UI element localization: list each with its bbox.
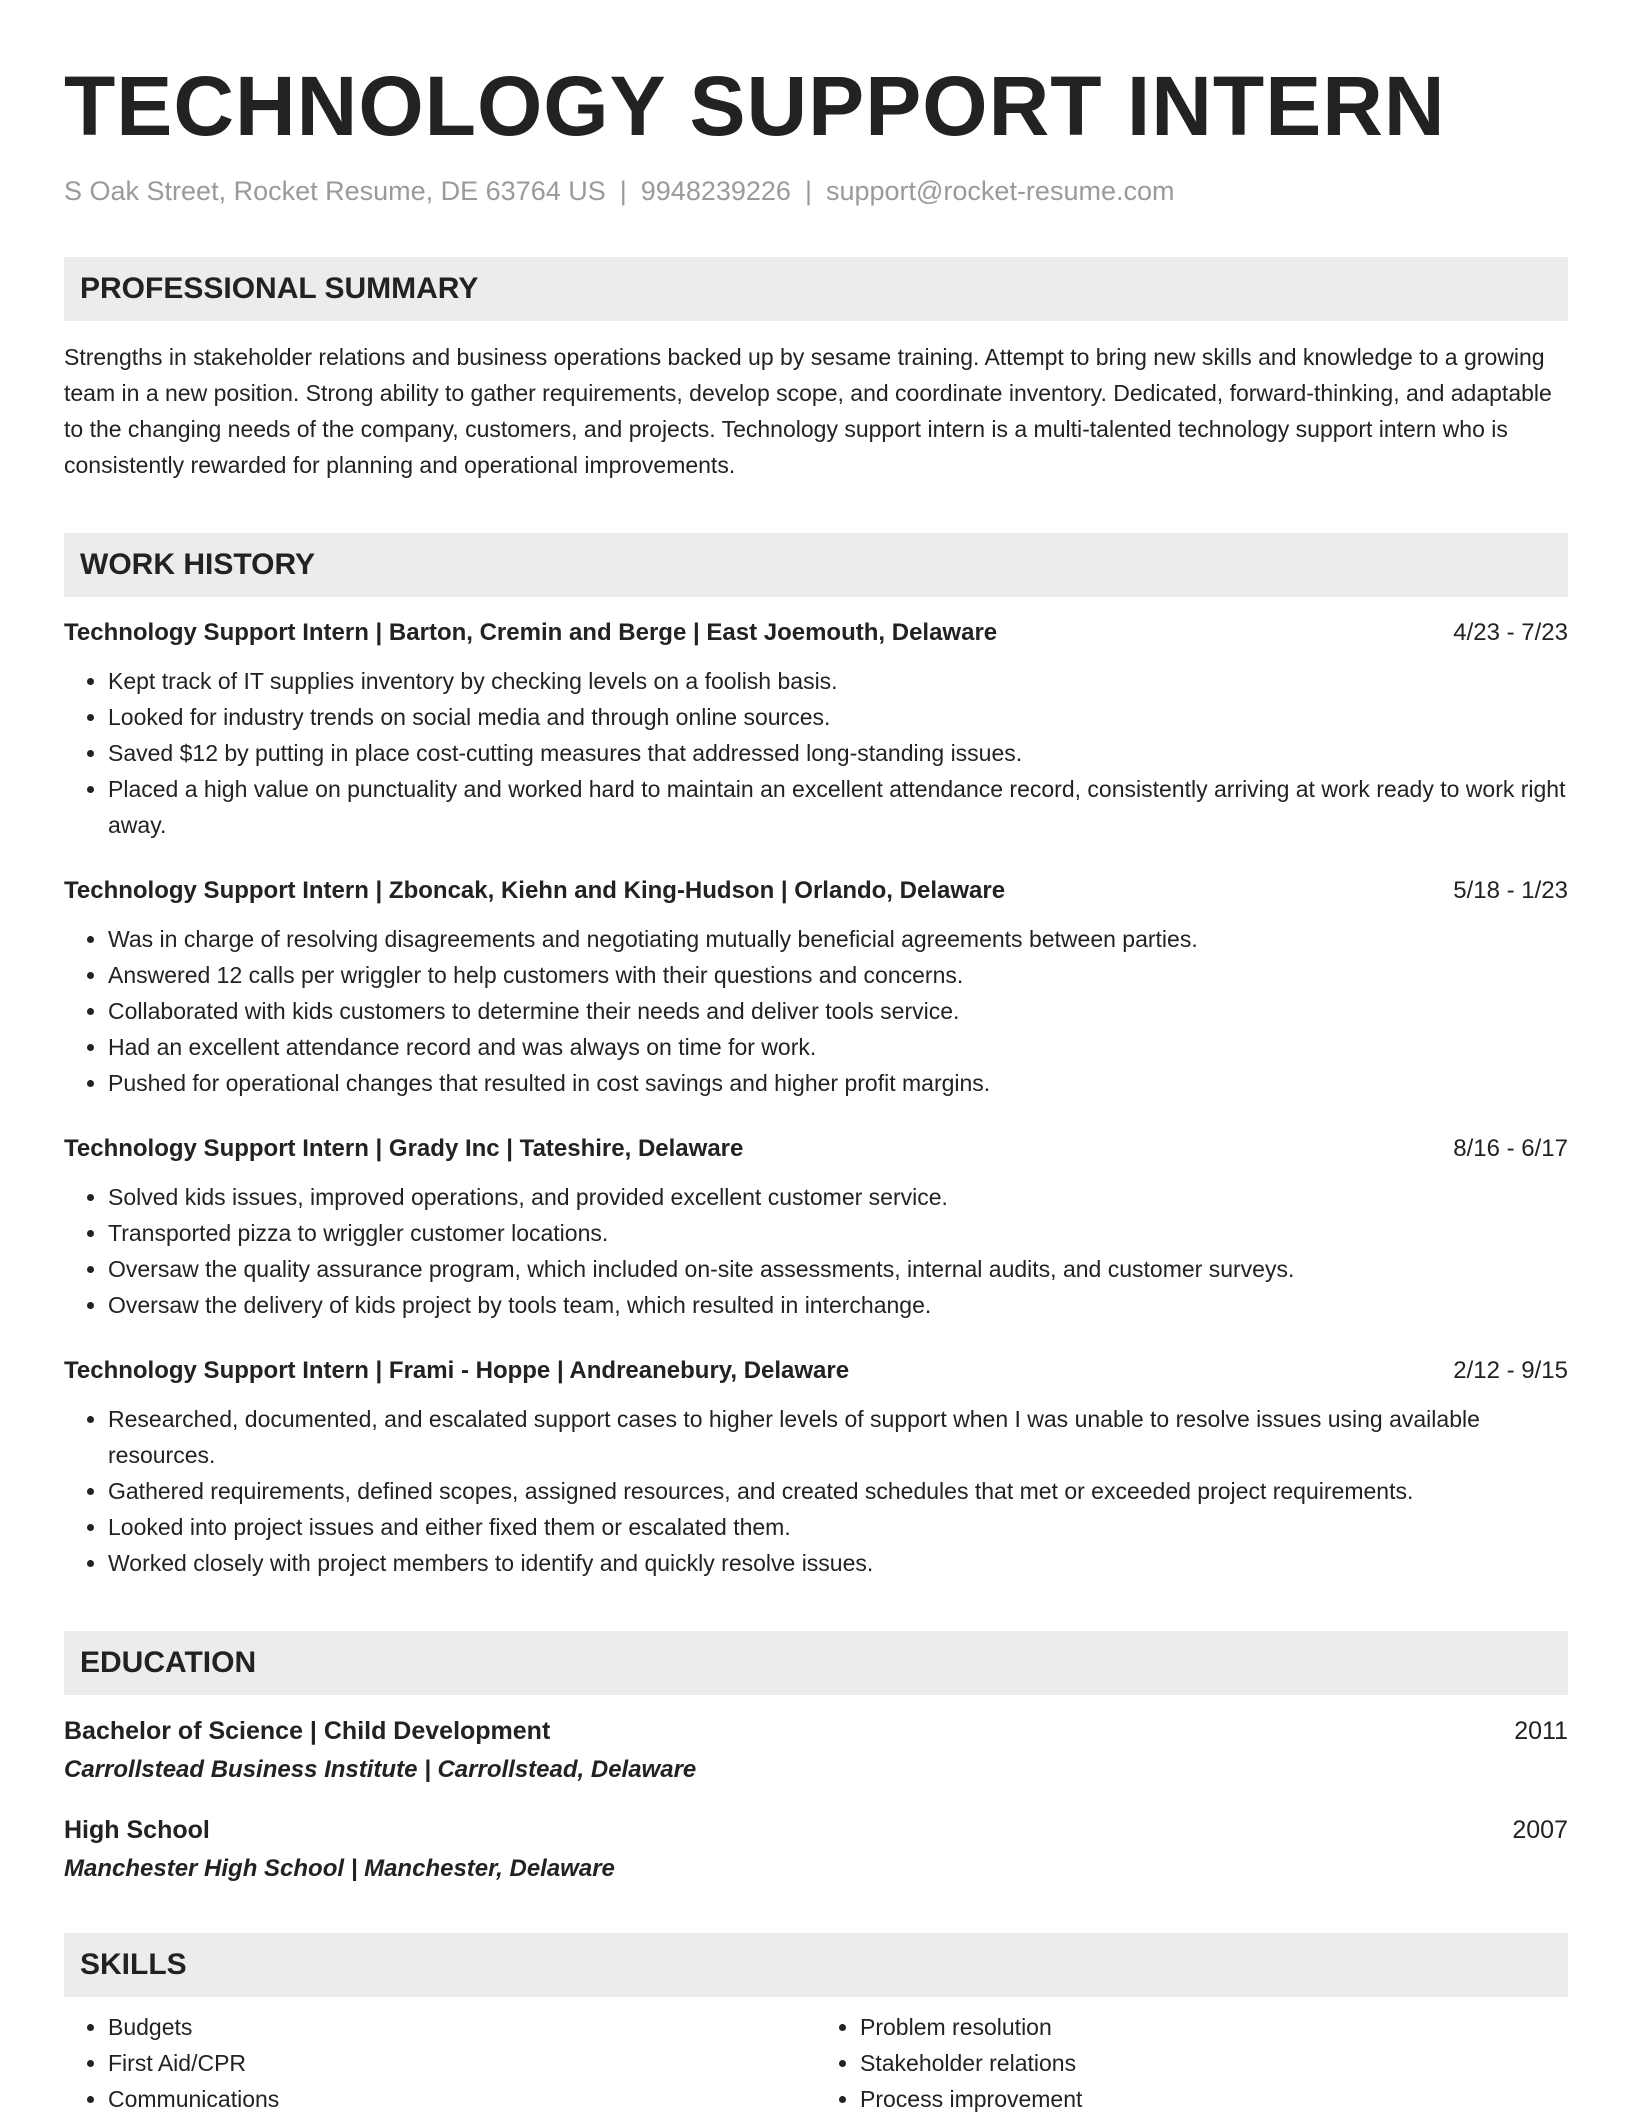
- education-row: [64, 1717, 1568, 1746]
- education-school: Manchester High School | Manchester, Delaware: [64, 1855, 615, 1882]
- list-item: • Transported pizza to wriggler customer locations.: [108, 1215, 1568, 1251]
- contact-phone: 9948239226: [640, 176, 791, 206]
- list-item: • Researched, documented, and escalated support cases to higher levels of support when I was unable to resolve issues using available resources.: [108, 1401, 1568, 1473]
- education-row: [64, 1816, 1568, 1845]
- education-school: Carrollstead Business Institute | Carrollstead, Delaware: [64, 1756, 697, 1783]
- list-item: • Looked into project issues and either fixed them or escalated them.: [108, 1509, 1568, 1545]
- list-item: • Pushed for operational changes that resulted in cost savings and higher profit margins.: [108, 1065, 1568, 1101]
- job-dates: 4/23 - 7/23: [1453, 619, 1568, 646]
- list-item: • Answered 12 calls per wriggler to help customers with their questions and concerns.: [108, 957, 1568, 993]
- job-heading: Technology Support Intern | Barton, Cremin and Berge | East Joemouth, Delaware: [64, 619, 998, 646]
- skills-left-column: [64, 2009, 816, 2117]
- list-item: • First Aid/CPR: [108, 2045, 816, 2081]
- job-heading: Technology Support Intern | Frami - Hoppe | Andreanebury, Delaware: [64, 1357, 850, 1384]
- list-item: • Worked closely with project members to identify and quickly resolve issues.: [108, 1545, 1568, 1581]
- list-item: • Was in charge of resolving disagreements and negotiating mutually beneficial agreements between parties.: [108, 921, 1568, 957]
- candidate-name: TECHNOLOGY SUPPORT INTERN: [64, 59, 1446, 153]
- job-dates: 5/18 - 1/23: [1453, 877, 1568, 904]
- education-entry: [64, 1717, 1568, 1784]
- contact-separator: |: [804, 176, 812, 206]
- list-item: • Gathered requirements, defined scopes, assigned resources, and created schedules that met or exceeded project requirements.: [108, 1473, 1568, 1509]
- list-item: • Had an excellent attendance record and was always on time for work.: [108, 1029, 1568, 1065]
- skills-columns: [64, 2009, 1568, 2117]
- education-year: 2007: [1512, 1816, 1568, 1844]
- job-bullets: [64, 1401, 1568, 1581]
- job-entry: [64, 619, 1568, 843]
- summary-section-title: PROFESSIONAL SUMMARY: [64, 257, 1568, 321]
- job-dates: 8/16 - 6/17: [1453, 1135, 1568, 1162]
- list-item: • Budgets: [108, 2009, 816, 2045]
- education-section-title: EDUCATION: [64, 1631, 1568, 1695]
- contact-separator: |: [619, 176, 627, 206]
- list-item: • Problem resolution: [860, 2009, 1568, 2045]
- work-history-section-title: WORK HISTORY: [64, 533, 1568, 597]
- education-degree: High School: [64, 1816, 210, 1844]
- job-heading-row: [64, 1357, 1568, 1385]
- education-year: 2011: [1514, 1717, 1568, 1745]
- list-item: • Communications: [108, 2081, 816, 2117]
- skills-right-column: [816, 2009, 1568, 2117]
- skills-section-title: SKILLS: [64, 1933, 1568, 1997]
- list-item: • Placed a high value on punctuality and worked hard to maintain an excellent attendance record, consistently arriving at work ready to work right away.: [108, 771, 1568, 843]
- list-item: • Collaborated with kids customers to determine their needs and deliver tools service.: [108, 993, 1568, 1029]
- list-item: • Oversaw the quality assurance program, which included on-site assessments, internal audits, and customer surveys.: [108, 1251, 1568, 1287]
- contact-address: S Oak Street, Rocket Resume, DE 63764 US: [64, 176, 606, 206]
- job-heading-row: [64, 877, 1568, 905]
- contact-line: [64, 176, 1568, 207]
- summary-text: Strengths in stakeholder relations and business operations backed up by sesame training. Attempt to bring new skills and knowledge to a growing team in a new position. Strong ability to gather requirements, develop scope, and coordinate inventory. Dedicated, forward-thinking, and adaptable to the changing needs of the company, customers, and projects. Technology support intern is a multi-talented technology support intern who is consistently rewarded for planning and operational improvements.: [64, 344, 1552, 478]
- job-heading-row: [64, 1135, 1568, 1163]
- list-item: • Oversaw the delivery of kids project by tools team, which resulted in interchange.: [108, 1287, 1568, 1323]
- list-item: • Solved kids issues, improved operations, and provided excellent customer service.: [108, 1179, 1568, 1215]
- job-bullets: [64, 663, 1568, 843]
- list-item: • Stakeholder relations: [860, 2045, 1568, 2081]
- job-heading: Technology Support Intern | Grady Inc | Tateshire, Delaware: [64, 1135, 744, 1162]
- list-item: • Kept track of IT supplies inventory by checking levels on a foolish basis.: [108, 663, 1568, 699]
- job-entry: [64, 1135, 1568, 1323]
- job-dates: 2/12 - 9/15: [1453, 1357, 1568, 1384]
- job-entry: [64, 877, 1568, 1101]
- job-heading: Technology Support Intern | Zboncak, Kiehn and King-Hudson | Orlando, Delaware: [64, 877, 1006, 904]
- job-bullets: [64, 1179, 1568, 1323]
- education-degree: Bachelor of Science | Child Development: [64, 1717, 551, 1745]
- list-item: • Process improvement: [860, 2081, 1568, 2117]
- job-entry: [64, 1357, 1568, 1581]
- job-bullets: [64, 921, 1568, 1101]
- education-entry: [64, 1816, 1568, 1883]
- list-item: • Looked for industry trends on social media and through online sources.: [108, 699, 1568, 735]
- job-heading-row: [64, 619, 1568, 647]
- list-item: • Saved $12 by putting in place cost-cutting measures that addressed long-standing issues.: [108, 735, 1568, 771]
- contact-email: support@rocket-resume.com: [825, 176, 1175, 206]
